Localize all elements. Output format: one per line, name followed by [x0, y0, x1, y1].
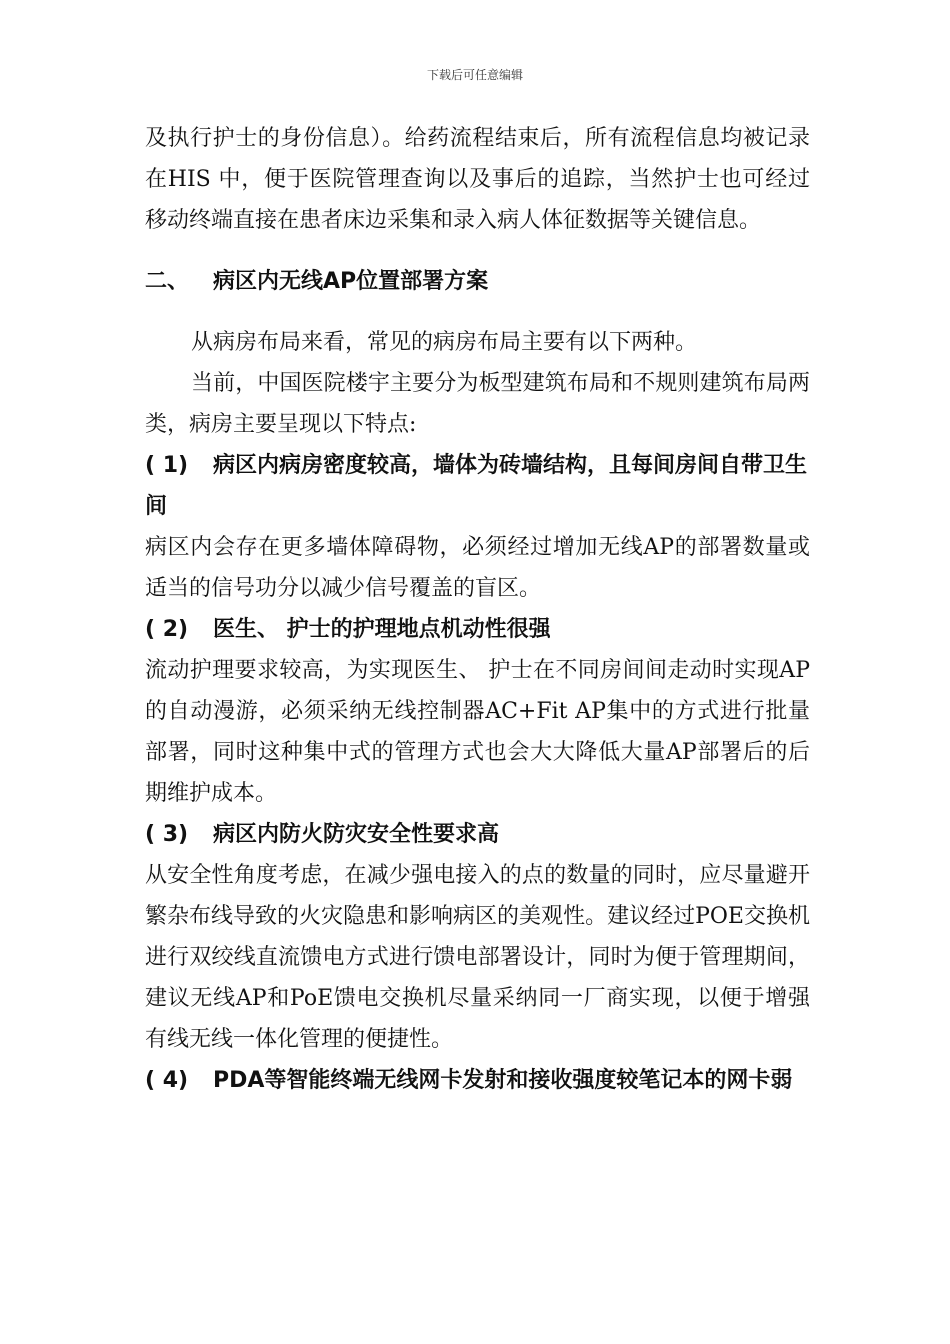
item-number-3: ( 3) [145, 822, 189, 847]
section-title: 病区内无线AP位置部署方案 [213, 269, 489, 294]
item-heading-3 [145, 814, 810, 855]
item-title-2: 医生、 护士的护理地点机动性很强 [213, 617, 551, 642]
item-body-3: 从安全性角度考虑，在减少强电接入的点的数量的同时，应尽量避开繁杂布线导致的火灾隐患和影响病区的美观性。建议经过POE交换机进行双绞线直流馈电方式进行馈电部署设计，同时为便于管理期间，建议无线AP和PoE馈电交换机尽量采纳同一厂商实现，以便于增强有线无线一体化管理的便捷性。 [145, 863, 810, 1052]
section-paragraph-2: 当前，中国医院楼宇主要分为板型建筑布局和不规则建筑布局两类，病房主要呈现以下特点: [145, 371, 810, 437]
item-body-1: 病区内会存在更多墙体障碍物，必须经过增加无线AP的部署数量或适当的信号功分以减少信号覆盖的盲区。 [145, 535, 810, 601]
item-heading-2 [145, 609, 810, 650]
item-number-1: ( 1) [145, 453, 189, 478]
intro-paragraph: 及执行护士的身份信息）。给药流程结束后，所有流程信息均被记录在HIS 中，便于医院管理查询以及事后的追踪，当然护士也可经过移动终端直接在患者床边采集和录入病人体征数据等关键信息。 [145, 126, 810, 233]
section-paragraph-1: 从病房布局来看，常见的病房布局主要有以下两种。 [191, 330, 698, 355]
item-title-1: 病区内病房密度较高，墙体为砖墙结构，且每间房间自带卫生间 [145, 453, 808, 519]
item-title-4: PDA等智能终端无线网卡发射和接收强度较笔记本的网卡弱 [213, 1068, 793, 1093]
item-number-2: ( 2) [145, 617, 189, 642]
page-header: 下载后可任意编辑 [426, 68, 523, 82]
document-body [145, 118, 810, 1101]
item-heading-4 [145, 1060, 810, 1101]
item-body-2: 流动护理要求较高，为实现医生、 护士在不同房间间走动时实现AP的自动漫游，必须采纳无线控制器AC+Fit AP集中的方式进行批量部署，同时这种集中式的管理方式也会大大降低大量AP部署后的后期维护成本。 [145, 658, 810, 806]
section-heading [145, 261, 810, 302]
section-number: 二、 [145, 269, 190, 294]
item-number-4: ( 4) [145, 1068, 189, 1093]
item-heading-1 [145, 445, 810, 527]
item-title-3: 病区内防火防灾安全性要求高 [213, 822, 500, 847]
